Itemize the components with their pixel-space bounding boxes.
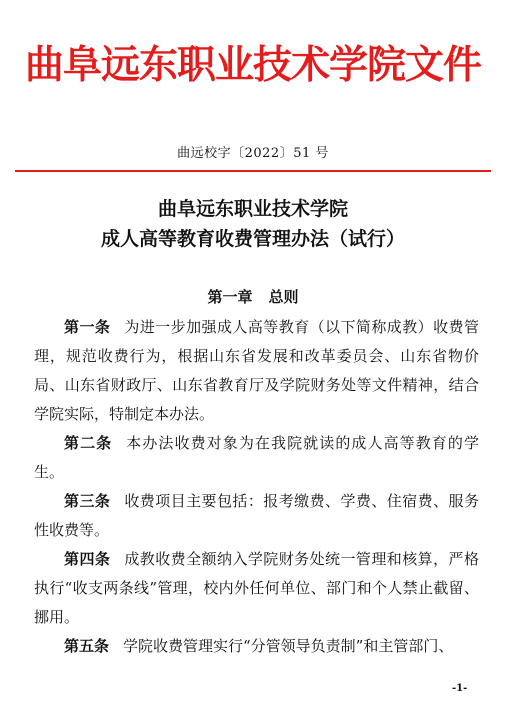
article-text: 学院收费管理实行“分管领导负责制”和主管部门、	[123, 637, 454, 655]
document-title-line-1: 曲阜远东职业技术学院	[157, 198, 348, 220]
chapter-name: 总则	[268, 288, 299, 306]
document-header-title: 曲阜远东职业技术学院文件	[24, 42, 481, 88]
header-divider	[15, 170, 491, 172]
article-label: 第一条	[64, 318, 111, 336]
chapter-label: 第一章	[207, 288, 253, 306]
article-5	[34, 632, 479, 661]
article-4	[34, 545, 479, 632]
article-text: 成教收费全额纳入学院财务处统一管理和核算，严格执行“收支两条线”管理，校内外任何单位、部门和个人禁止截留、挪用。	[34, 550, 479, 626]
article-label: 第四条	[64, 550, 111, 568]
article-label: 第三条	[64, 492, 111, 510]
article-text: 收费项目主要包括：报考缴费、学费、住宿费、服务性收费等。	[34, 492, 479, 539]
article-text: 为进一步加强成人高等教育（以下简称成教）收费管理，规范收费行为，根据山东省发展和改革委员会、山东省物价局、山东省财政厅、山东省教育厅及学院财务处等文件精神，结合学院实际，特制定本办法。	[34, 318, 479, 423]
chapter-heading	[0, 286, 506, 308]
article-3	[34, 487, 479, 545]
article-text: 本办法收费对象为在我院就读的成人高等教育的学生。	[34, 434, 479, 481]
article-label: 第二条	[64, 434, 113, 452]
page-number: -1-	[452, 683, 468, 694]
document-body	[34, 313, 479, 661]
document-number: 曲远校字〔2022〕51 号	[177, 146, 329, 161]
document-title-line-2: 成人高等教育收费管理办法（试行）	[100, 228, 405, 250]
article-2	[34, 429, 479, 487]
article-label: 第五条	[64, 637, 110, 655]
article-1	[34, 313, 479, 429]
